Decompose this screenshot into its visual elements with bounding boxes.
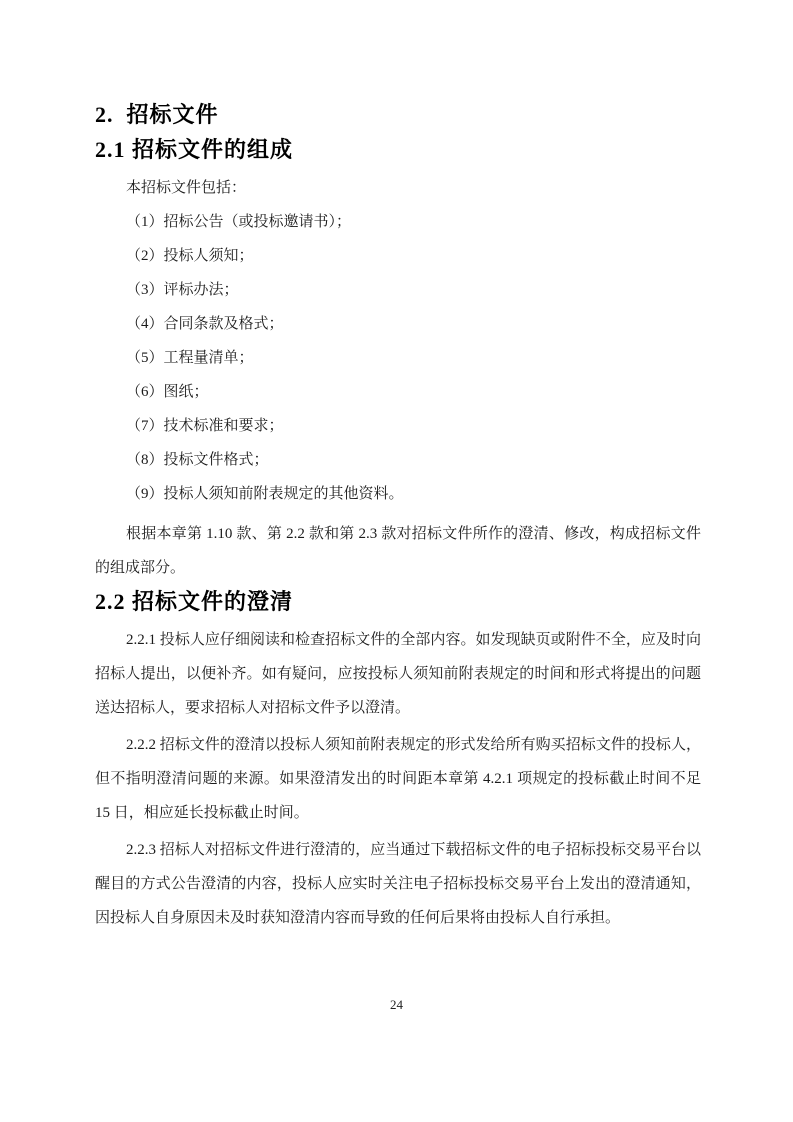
section-heading-2: 2. 招标文件	[95, 102, 219, 127]
paragraph-2-2-1: 2.2.1 投标人应仔细阅读和检查招标文件的全部内容。如发现缺页或附件不全，应及时向招标人提出，以便补齐。如有疑问，应按投标人须知前附表规定的时间和形式将提出的问题送达招标人，要求招标人对招标文件予以澄清。	[95, 632, 701, 716]
list-item-1: （1）招标公告（或投标邀请书）；	[126, 214, 352, 230]
list-item-3: （3）评标办法；	[126, 282, 239, 298]
intro-line: 本招标文件包括：	[126, 180, 247, 196]
subsection-heading-2-2: 2.2 招标文件的澄清	[95, 589, 294, 614]
subsection-2-1-body	[95, 171, 701, 585]
list-item-9: （9）投标人须知前附表规定的其他资料。	[126, 486, 404, 502]
paragraph-2-2-3: 2.2.3 招标人对招标文件进行澄清的，应当通过下载招标文件的电子招标投标交易平台以醒目的方式公告澄清的内容，投标人应实时关注电子招标投标交易平台上发出的澄清通知，因投标人自身原因未及时获知澄清内容而导致的任何后果将由投标人自行承担。	[95, 842, 701, 926]
list-item-5: （5）工程量清单；	[126, 350, 254, 366]
list-item-4: （4）合同条款及格式；	[126, 316, 284, 332]
list-item-2: （2）投标人须知；	[126, 248, 254, 264]
list-item-8: （8）投标文件格式；	[126, 452, 269, 468]
page-number: 24	[390, 997, 403, 1012]
subsection-heading-2-1: 2.1 招标文件的组成	[95, 137, 294, 162]
list-item-7: （7）技术标准和要求；	[126, 418, 284, 434]
clarification-note-paragraph: 根据本章第 1.10 款、第 2.2 款和第 2.3 款对招标文件所作的澄清、修改，构成招标文件的组成部分。	[95, 526, 701, 576]
paragraph-2-2-2: 2.2.2 招标文件的澄清以投标人须知前附表规定的形式发给所有购买招标文件的投标人，但不指明澄清问题的来源。如果澄清发出的时间距本章第 4.2.1 项规定的投标截止时间不足 15 日，相应延长投标截止时间。	[95, 737, 705, 821]
list-item-6: （6）图纸；	[126, 384, 209, 400]
subsection-2-2-body	[95, 623, 705, 935]
